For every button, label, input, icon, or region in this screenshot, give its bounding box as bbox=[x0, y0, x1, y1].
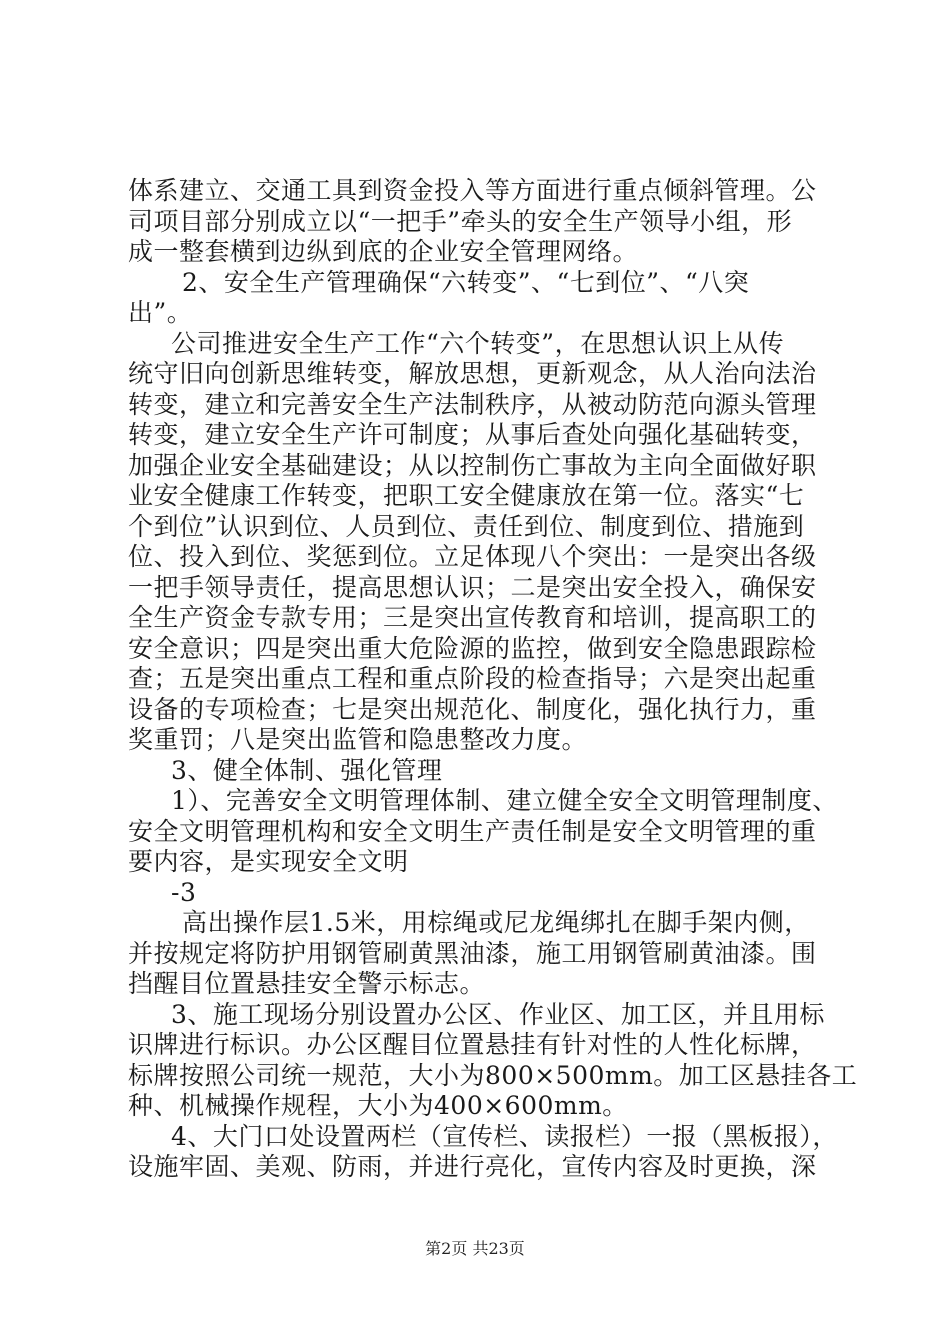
body-text-line: 加强企业安全基础建设；从以控制伤亡事故为主向全面做好职 bbox=[128, 451, 817, 480]
body-text-line: 司项目部分别成立以“一把手”牵头的安全生产领导小组，形 bbox=[128, 207, 793, 236]
body-text-line: 安全意识；四是突出重大危险源的监控，做到安全隐患跟踪检 bbox=[128, 634, 817, 663]
section-heading: 2、安全生产管理确保“六转变”、“七到位”、“八突 bbox=[182, 268, 750, 297]
section-heading-cont: 出”。 bbox=[128, 298, 193, 327]
body-text-line: 公司推进安全生产工作“六个转变”，在思想认识上从传 bbox=[171, 329, 785, 358]
body-text-line: 查；五是突出重点工程和重点阶段的检查指导；六是突出起重 bbox=[128, 664, 817, 693]
body-text-line: 业安全健康工作转变，把职工安全健康放在第一位。落实“七 bbox=[128, 481, 805, 510]
body-text-line: 4、大门口处设置两栏（宣传栏、读报栏）一报（黑板报）， bbox=[171, 1122, 838, 1151]
body-text-line: 位、投入到位、奖惩到位。立足体现八个突出：一是突出各级 bbox=[128, 542, 817, 571]
body-text-line: 体系建立、交通工具到资金投入等方面进行重点倾斜管理。公 bbox=[128, 176, 817, 205]
body-text-line: 统守旧向创新思维转变，解放思想，更新观念，从人治向法治 bbox=[128, 359, 817, 388]
body-text-line: 成一整套横到边纵到底的企业安全管理网络。 bbox=[128, 237, 639, 266]
body-text-line: 并按规定将防护用钢管刷黄黑油漆，施工用钢管刷黄油漆。围 bbox=[128, 939, 817, 968]
body-text-line: 种、机械操作规程，大小为400×600mm。 bbox=[128, 1091, 628, 1120]
page-marker: -3 bbox=[171, 878, 197, 907]
page-footer: 第2页 共23页 bbox=[425, 1239, 525, 1258]
body-text-line: 识牌进行标识。办公区醒目位置悬挂有针对性的人性化标牌， bbox=[128, 1030, 817, 1059]
body-text-line: 奖重罚；八是突出监管和隐患整改力度。 bbox=[128, 725, 588, 754]
body-text-line: 转变，建立安全生产许可制度；从事后查处向强化基础转变， bbox=[128, 420, 817, 449]
body-text-line: 一把手领导责任，提高思想认识；二是突出安全投入，确保安 bbox=[128, 573, 817, 602]
body-text-line: 设备的专项检查；七是突出规范化、制度化，强化执行力，重 bbox=[128, 695, 817, 724]
body-text-line: 转变，建立和完善安全生产法制秩序，从被动防范向源头管理 bbox=[128, 390, 817, 419]
body-text-line: 设施牢固、美观、防雨，并进行亮化，宣传内容及时更换，深 bbox=[128, 1152, 817, 1181]
body-text-line: 标牌按照公司统一规范，大小为800×500mm。加工区悬挂各工 bbox=[128, 1061, 858, 1090]
body-text-line: 安全文明管理机构和安全文明生产责任制是安全文明管理的重 bbox=[128, 817, 817, 846]
body-text-line: 要内容，是实现安全文明 bbox=[128, 847, 409, 876]
body-text-line: 全生产资金专款专用；三是突出宣传教育和培训，提高职工的 bbox=[128, 603, 817, 632]
body-text-line: 1）、完善安全文明管理体制、建立健全安全文明管理制度、 bbox=[171, 786, 838, 815]
body-text-line: 3、施工现场分别设置办公区、作业区、加工区，并且用标 bbox=[171, 1000, 825, 1029]
body-text-line: 个到位”认识到位、人员到位、责任到位、制度到位、措施到 bbox=[128, 512, 805, 541]
body-text-line: 挡醒目位置悬挂安全警示标志。 bbox=[128, 969, 486, 998]
section-heading: 3、健全体制、强化管理 bbox=[171, 756, 443, 785]
body-text-line: 高出操作层1.5米，用棕绳或尼龙绳绑扎在脚手架内侧， bbox=[182, 908, 810, 937]
